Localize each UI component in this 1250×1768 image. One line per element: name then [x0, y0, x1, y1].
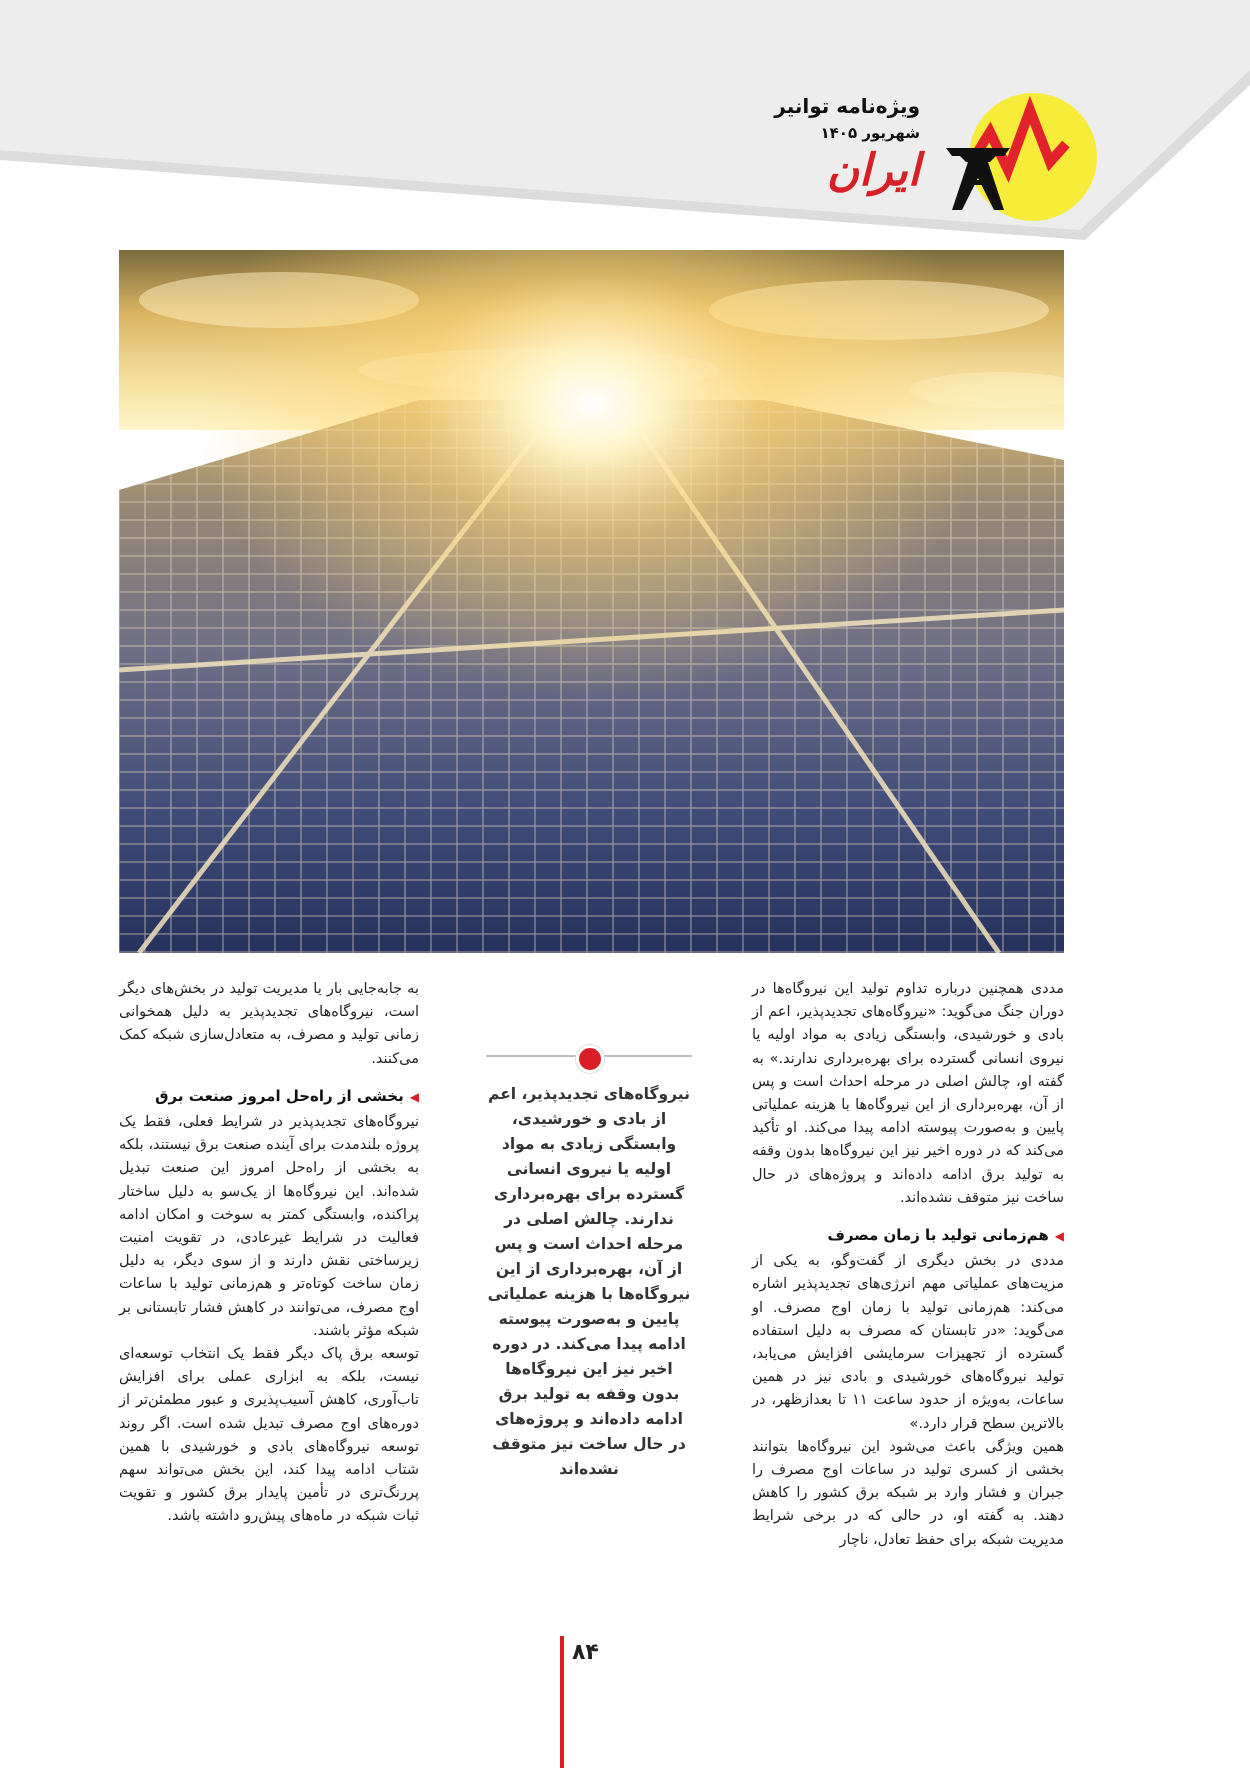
article-column-left: [119, 978, 419, 1529]
body-paragraph: مددی همچنین درباره تداوم تولید این نیروگاه‌ها در دوران جنگ می‌گوید: «نیروگاه‌های تجدیدپذیر، اعم از بادی و خورشیدی، وابستگی زیادی به مواد اولیه یا نیروی انسانی گسترده برای بهره‌برداری ندارند.» به گفته او، چالش اصلی در مرحله احداث است و پس از آن، بهره‌برداری از این نیروگاه‌ها با هزینه عملیاتی پایین و به‌صورت پیوسته ادامه پیدا می‌کند. او تأکید می‌کند که در دوره اخیر نیز این نیروگاه‌ها بدون وقفه به تولید برق ادامه داده‌اند و پروژه‌های در حال ساخت نیز متوقف نشده‌اند.: [752, 981, 1064, 1206]
page-number: ۸۴: [572, 1640, 599, 1665]
pull-quote-text: نیروگاه‌های تجدیدپذیر، اعم از بادی و خورشیدی، وابستگی زیادی به مواد اولیه یا نیروی انسانی گسترده برای بهره‌برداری ندارند. چالش اصلی در مرحله احداث است و پس از آن، بهره‌برداری از این نیروگاه‌ها با هزینه عملیاتی پایین و به‌صورت پیوسته ادامه پیدا می‌کند. در دوره اخیر نیز این نیروگاه‌ها بدون وقفه به تولید برق ادامه داده‌اند و پروژه‌های در حال ساخت نیز متوقف نشده‌اند: [487, 1085, 691, 1478]
hero-solar-panels-image: [119, 250, 1064, 953]
body-paragraph: توسعه برق پاک دیگر فقط یک انتخاب توسعه‌ای نیست، بلکه به ابزاری عملی برای افزایش تاب‌آوری، کاهش آسیب‌پذیری و عبور مطمئن‌تر از دوره‌های اوج مصرف تبدیل شده است. اگر روند توسعه نیروگاه‌های بادی و خورشیدی با همین شتاب ادامه پیدا کند، این بخش می‌تواند سهم پررنگ‌تری در تأمین پایدار برق کشور و تقویت ثبات شبکه در ماه‌های پیش‌رو داشته باشد.: [119, 1346, 419, 1525]
triangle-bullet-icon: ◀: [409, 1089, 419, 1104]
body-paragraph: به جابه‌جایی بار یا مدیریت تولید در بخش‌های دیگر است، نیروگاه‌های تجدیدپذیر به دلیل همخوانی زمانی تولید و مصرف، به متعادل‌سازی شبکه کمک می‌کنند.: [119, 981, 419, 1067]
body-paragraph: نیروگاه‌های تجدیدپذیر در شرایط فعلی، فقط یک پروژه بلندمدت برای آینده صنعت برق نیستند، بلکه به بخشی از راه‌حل امروز این صنعت تبدیل شده‌اند. این نیروگاه‌ها از یک‌سو به دلیل ساختار پراکنده، وابستگی کمتر به سوخت و امکان ادامه فعالیت در شرایط غیرعادی، در تقویت امنیت زیرساختی نقش دارند و از سوی دیگر، به دلیل زمان ساخت کوتاه‌تر و هم‌زمانی تولید با ساعات اوج مصرف، می‌توانند در کاهش فشار تابستانی بر شبکه مؤثر باشند.: [119, 1114, 419, 1339]
section-subhead: [752, 1224, 1064, 1248]
subhead-text: بخشی از راه‌حل امروز صنعت برق: [155, 1086, 404, 1105]
footer-accent-bar: [560, 1636, 564, 1768]
section-subhead: [119, 1085, 419, 1109]
body-paragraph: همین ویژگی باعث می‌شود این نیروگاه‌ها بتوانند بخشی از کسری تولید در ساعات اوج مصرف را جبران و فشار وارد بر شبکه برق کشور را کاهش دهند. به گفته او، در حالی که در برخی شرایط مدیریت شبکه برای حفظ تعادل، ناچار: [752, 1438, 1064, 1548]
pull-quote: [486, 1082, 692, 1482]
article-column-right: [752, 978, 1064, 1552]
issue-date: شهریور ۱۴۰۵: [820, 124, 920, 142]
masthead: [774, 92, 920, 196]
newspaper-logo: ایران: [826, 145, 920, 196]
pull-quote-dot-icon: [576, 1045, 604, 1073]
power-tower-icon: [938, 92, 1098, 222]
triangle-bullet-icon: ◀: [1054, 1229, 1064, 1244]
body-paragraph: مددی در بخش دیگری از گفت‌وگو، به یکی از مزیت‌های عملیاتی مهم انرژی‌های تجدیدپذیر اشاره می‌کند: هم‌زمانی تولید با زمان اوج مصرف. او می‌گوید: «در تابستان که مصرف به دلیل استفاده گسترده از تجهیزات سرمایشی افزایش می‌یابد، تولید نیروگاه‌های خورشیدی و بادی نیز در همین ساعات، به‌ویژه از حدود ساعت ۱۱ تا بعدازظهر، در بالاترین سطح قرار دارد.»: [752, 1253, 1064, 1432]
supplement-title: ویژه‌نامه توانیر: [774, 94, 920, 118]
subhead-text: هم‌زمانی تولید با زمان مصرف: [827, 1226, 1049, 1245]
